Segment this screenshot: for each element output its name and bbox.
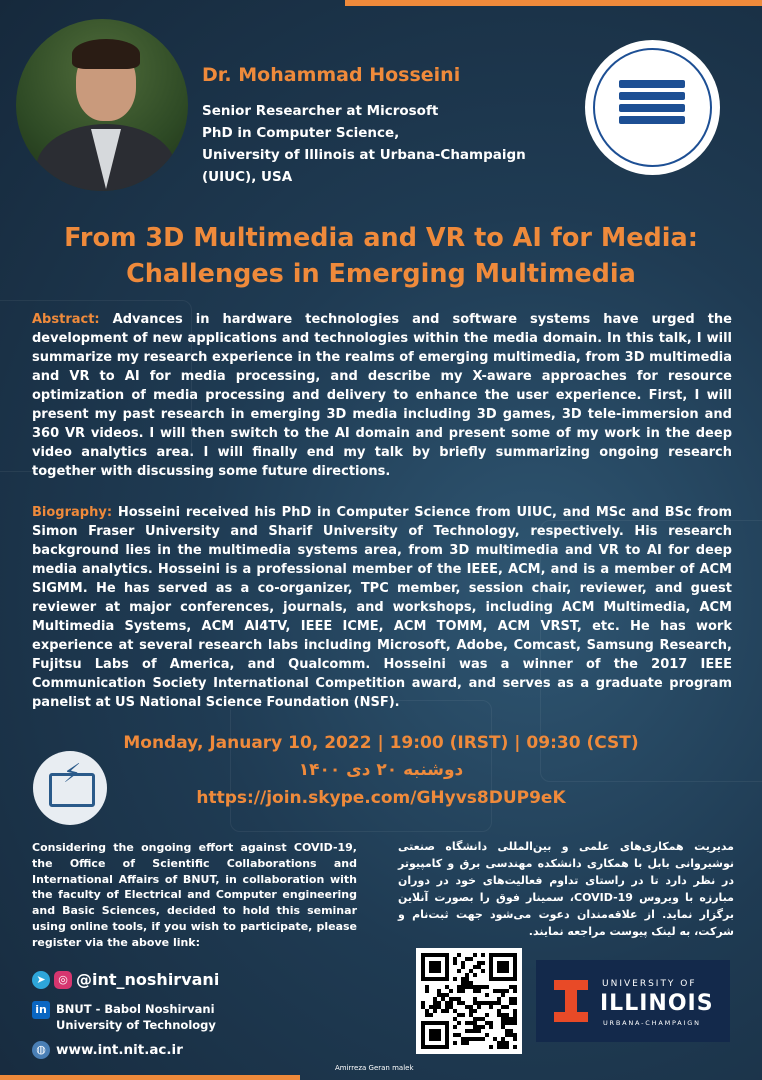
instagram-icon: ◎	[54, 971, 72, 989]
event-datetime: Monday, January 10, 2022 | 19:00 (IRST) | 09:30 (CST)	[123, 733, 639, 753]
biography-label: Biography:	[32, 505, 113, 520]
illinois-block-i-icon	[554, 980, 588, 1022]
website-row[interactable]	[32, 1041, 183, 1059]
social-handle-row[interactable]	[32, 970, 219, 989]
abstract-section	[32, 310, 732, 481]
university-row	[32, 1001, 216, 1033]
illinois-logo	[536, 960, 730, 1042]
qr-code[interactable]	[416, 948, 522, 1054]
bottom-accent-bar	[0, 1075, 300, 1080]
biography-section	[32, 503, 732, 712]
biography-text: Hosseini received his PhD in Computer Science from UIUC, and MSc and BSc from Simon Fraser University and Sharif University of Technology, respectively. His research background lies in the multimedia systems area, from 3D multimedia and VR to AI for deep media analytics. Hosseini is a professional member of the IEEE, ACM, and is a member of ACM SIGMM. He has served as a co-organizer, TPC member, session chair, reviewer, and guest reviewer at major conferences, journals, and workshops, including ACM Multimedia, ACM Multimedia Systems, ACM AI4TV, IEEE ICME, ACM TOMM, ACM VRST, etc. He has work experience at several research labs including Microsoft, Adobe, Comcast, Samsung Research, Fujitsu Labs of America, and Qualcomm. Hosseini was a winner of the 2017 IEEE Communication Society International Competition award, and serves as a graduate program panelist at US National Science Foundation (NSF).	[32, 505, 732, 710]
talk-title	[0, 220, 762, 292]
linkedin-icon: in	[32, 1001, 50, 1019]
speaker-photo	[16, 19, 188, 191]
telegram-icon: ➤	[32, 971, 50, 989]
talk-title-line1: From 3D Multimedia and VR to AI for Media:	[64, 223, 698, 253]
skype-link[interactable]: https://join.skype.com/GHyvs8DUP9eK	[196, 788, 566, 808]
talk-title-line2: Challenges in Emerging Multimedia	[126, 259, 636, 289]
speaker-affiliation: Senior Researcher at Microsoft PhD in Computer Science, University of Illinois at Urbana-Champaign (UIUC), USA	[202, 103, 526, 185]
illinois-line1: UNIVERSITY OF	[602, 979, 697, 989]
abstract-text: Advances in hardware technologies and software systems have urged the development of new applications and technologies within the media domain. In this talk, I will summarize my research experience in the realms of emerging multimedia, from 3D multimedia and VR to AI for media processing, and describe my X-aware approaches for resource optimization of media processing and delivery to enhance the user experience. First, I will present my past research in emerging 3D media including 3D games, 3D tele-immersion and 360 VR videos. I will then switch to the AI domain and present some of my work in the deep video analytics area. I will finally end my talk by briefly summarizing ongoing research together with discussing some future directions.	[32, 312, 732, 479]
online-seminar-icon: ⚡	[33, 751, 107, 825]
top-accent-bar	[345, 0, 762, 6]
illinois-line2: ILLINOIS	[600, 991, 714, 1016]
designer-credit: Amirreza Geran malek	[335, 1064, 414, 1072]
bnut-office-seal-logo	[585, 40, 720, 175]
website-url: www.int.nit.ac.ir	[56, 1042, 183, 1058]
notice-english: Considering the ongoing effort against COVID-19, the Office of Scientific Collaborations and International Affairs of BNUT, in collaboration with the faculty of Electrical and Computer engineering and Basic Sciences, decided to hold this seminar using online tools, if you wish to participate, please register via the above link:	[32, 841, 357, 949]
illinois-line3: URBANA-CHAMPAIGN	[603, 1019, 701, 1027]
notice-persian: مدیریت همکاری‌های علمی و بین‌المللی دانشگاه صنعتی نوشیروانی بابل با همکاری دانشکده مهندسی برق و کامپیوتر در نظر دارد تا در راستای تداوم فعالیت‌های خود در دوران مبارزه با ویروس COVID-19، سمینار فوق را بصورت آنلاین برگزار نماید. از علاقه‌مندان دعوت می‌شود جهت ثبت‌نام و شرکت، به لینک پیوست مراجعه نمایند.	[398, 840, 734, 938]
social-handle: @int_noshirvani	[76, 970, 220, 989]
event-persian-date: دوشنبه ۲۰ دی ۱۴۰۰	[298, 760, 464, 780]
speaker-name: Dr. Mohammad Hosseini	[202, 64, 461, 86]
university-name: BNUT - Babol Noshirvani University of Technology	[56, 1002, 216, 1032]
globe-icon: ◍	[32, 1041, 50, 1059]
abstract-label: Abstract:	[32, 312, 100, 327]
